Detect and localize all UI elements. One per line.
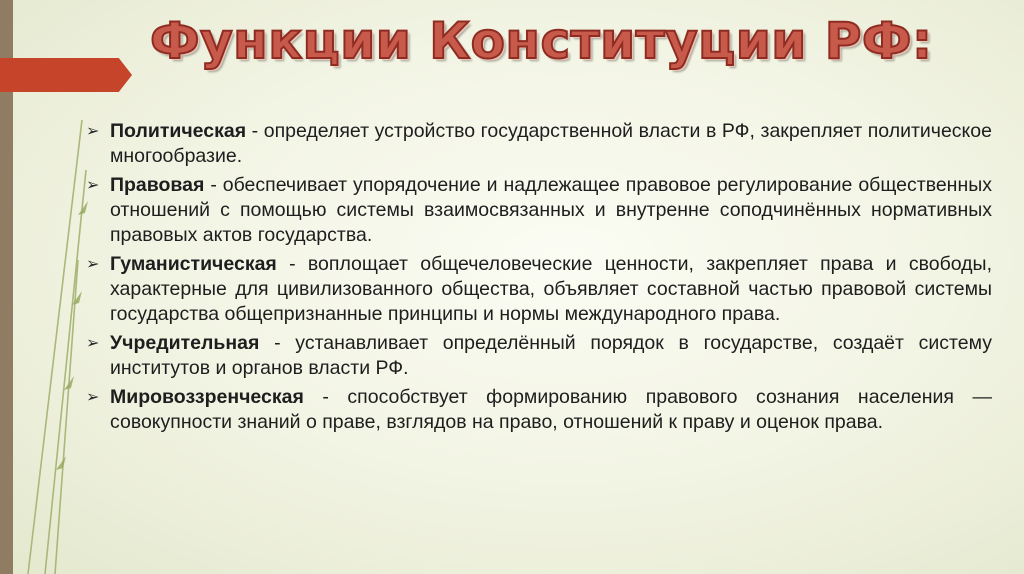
functions-list [82,119,992,439]
item-text: - устанавливает определённый порядок в государстве, создаёт систему институтов и органов власти РФ. [110,332,992,379]
slide-title: Функции Конституции РФ: [150,12,933,70]
list-item-ideological [82,385,992,435]
list-item-legal [82,173,992,248]
list-item-humanistic [82,252,992,327]
item-text: - определяет устройство государственной власти в РФ, закрепляет политическое многообразие. [110,120,992,167]
arrow-bullet-icon: ➢ [86,177,100,194]
item-term: Мировоззренческая [110,386,304,408]
item-term: Политическая [110,120,247,142]
item-text: - способствует формированию правового сознания населения — совокупности знаний о праве, взглядов на право, отношений к праву и оценок права. [110,386,992,433]
arrow-bullet-icon: ➢ [86,389,100,406]
item-term: Гуманистическая [110,253,277,275]
arrow-bullet-icon: ➢ [86,256,100,273]
list-item-political [82,119,992,169]
item-term: Правовая [110,174,205,196]
list-item-constituent [82,331,992,381]
title-arrow-banner [0,58,132,92]
item-text: - обеспечивает упорядочение и надлежащее правовое регулирование общественных отношений с помощью системы взаимосвязанных и внутренне соподчинённых нормативных правовых актов государства. [110,174,992,246]
item-text: - воплощает общечеловеческие ценности, закрепляет права и свободы, характерные для цивилизованного общества, объявляет составной частью правовой системы государства общепризнанные принципы и нормы международного права. [110,253,992,325]
item-term: Учредительная [110,332,260,354]
arrow-bullet-icon: ➢ [86,335,100,352]
arrow-bullet-icon: ➢ [86,123,100,140]
